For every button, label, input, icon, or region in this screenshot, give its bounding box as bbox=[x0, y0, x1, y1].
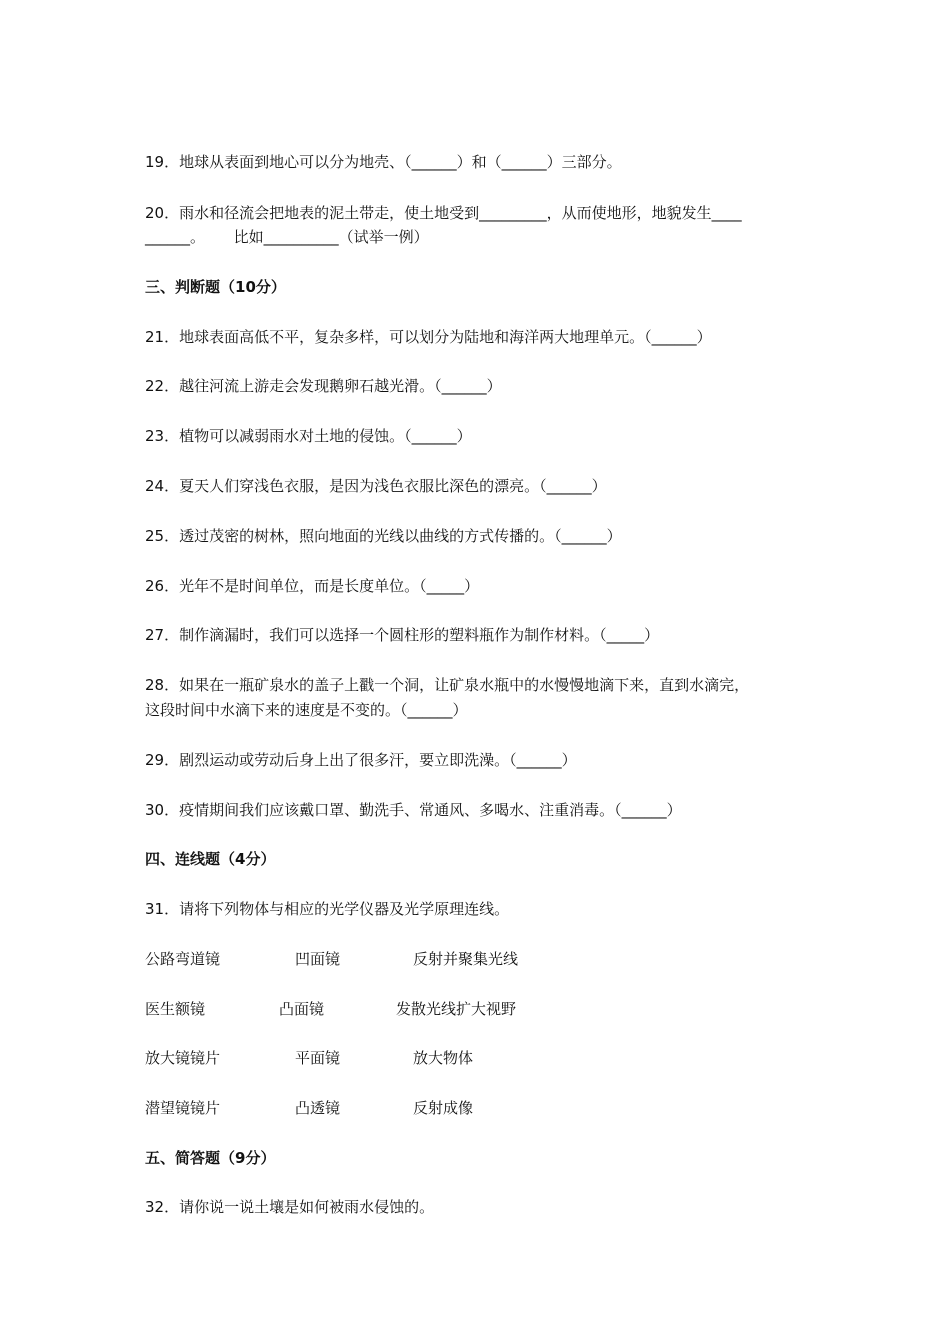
question-28-line-2: 这段时间中水滴下来的速度是不变的。（______） bbox=[145, 701, 468, 719]
section-heading-match: 四、连线题（4分） bbox=[145, 850, 276, 868]
question-32: 32．请你说一说土壤是如何被雨水侵蚀的。 bbox=[145, 1198, 435, 1216]
match-item: 医生额镜 bbox=[145, 1000, 206, 1018]
match-item: 放大镜镜片 bbox=[145, 1049, 221, 1067]
question-31: 31．请将下列物体与相应的光学仪器及光学原理连线。 bbox=[145, 900, 510, 918]
question-25: 25．透过茂密的树林，照向地面的光线以曲线的方式传播的。（______） bbox=[145, 527, 622, 545]
match-item: 公路弯道镜 bbox=[145, 950, 221, 968]
match-principle: 放大物体 bbox=[413, 1049, 474, 1067]
question-29: 29．剧烈运动或劳动后身上出了很多汗，要立即洗澡。（______） bbox=[145, 751, 577, 769]
question-20-line-2: ______。 比如__________（试举一例） bbox=[145, 228, 429, 246]
question-30: 30．疫情期间我们应该戴口罩、勤洗手、常通风、多喝水、注重消毒。（______） bbox=[145, 801, 682, 819]
question-28-line-1: 28．如果在一瓶矿泉水的盖子上戳一个洞，让矿泉水瓶中的水慢慢地滴下来，直到水滴完， bbox=[145, 676, 750, 694]
section-heading-judge: 三、判断题（10分） bbox=[145, 278, 286, 296]
question-21: 21．地球表面高低不平，复杂多样，可以划分为陆地和海洋两大地理单元。（______） bbox=[145, 328, 712, 346]
match-instrument: 凸透镜 bbox=[295, 1099, 341, 1117]
match-principle: 发散光线扩大视野 bbox=[396, 1000, 517, 1018]
match-item: 潜望镜镜片 bbox=[145, 1099, 221, 1117]
question-22: 22．越往河流上游走会发现鹅卵石越光滑。（______） bbox=[145, 377, 502, 395]
question-26: 26．光年不是时间单位，而是长度单位。（_____） bbox=[145, 577, 480, 595]
match-instrument: 凹面镜 bbox=[295, 950, 341, 968]
match-principle: 反射并聚集光线 bbox=[413, 950, 519, 968]
section-heading-short-answer: 五、简答题（9分） bbox=[145, 1149, 276, 1167]
match-principle: 反射成像 bbox=[413, 1099, 474, 1117]
question-19: 19．地球从表面到地心可以分为地壳、（______）和（______）三部分。 bbox=[145, 153, 622, 171]
question-24: 24．夏天人们穿浅色衣服，是因为浅色衣服比深色的漂亮。（______） bbox=[145, 477, 607, 495]
question-23: 23．植物可以减弱雨水对土地的侵蚀。（______） bbox=[145, 427, 472, 445]
match-instrument: 凸面镜 bbox=[279, 1000, 325, 1018]
question-20-line-1: 20．雨水和径流会把地表的泥土带走，使土地受到_________，从而使地形，地貌发生____ bbox=[145, 204, 742, 222]
match-instrument: 平面镜 bbox=[295, 1049, 341, 1067]
question-27: 27．制作滴漏时，我们可以选择一个圆柱形的塑料瓶作为制作材料。（_____） bbox=[145, 626, 660, 644]
